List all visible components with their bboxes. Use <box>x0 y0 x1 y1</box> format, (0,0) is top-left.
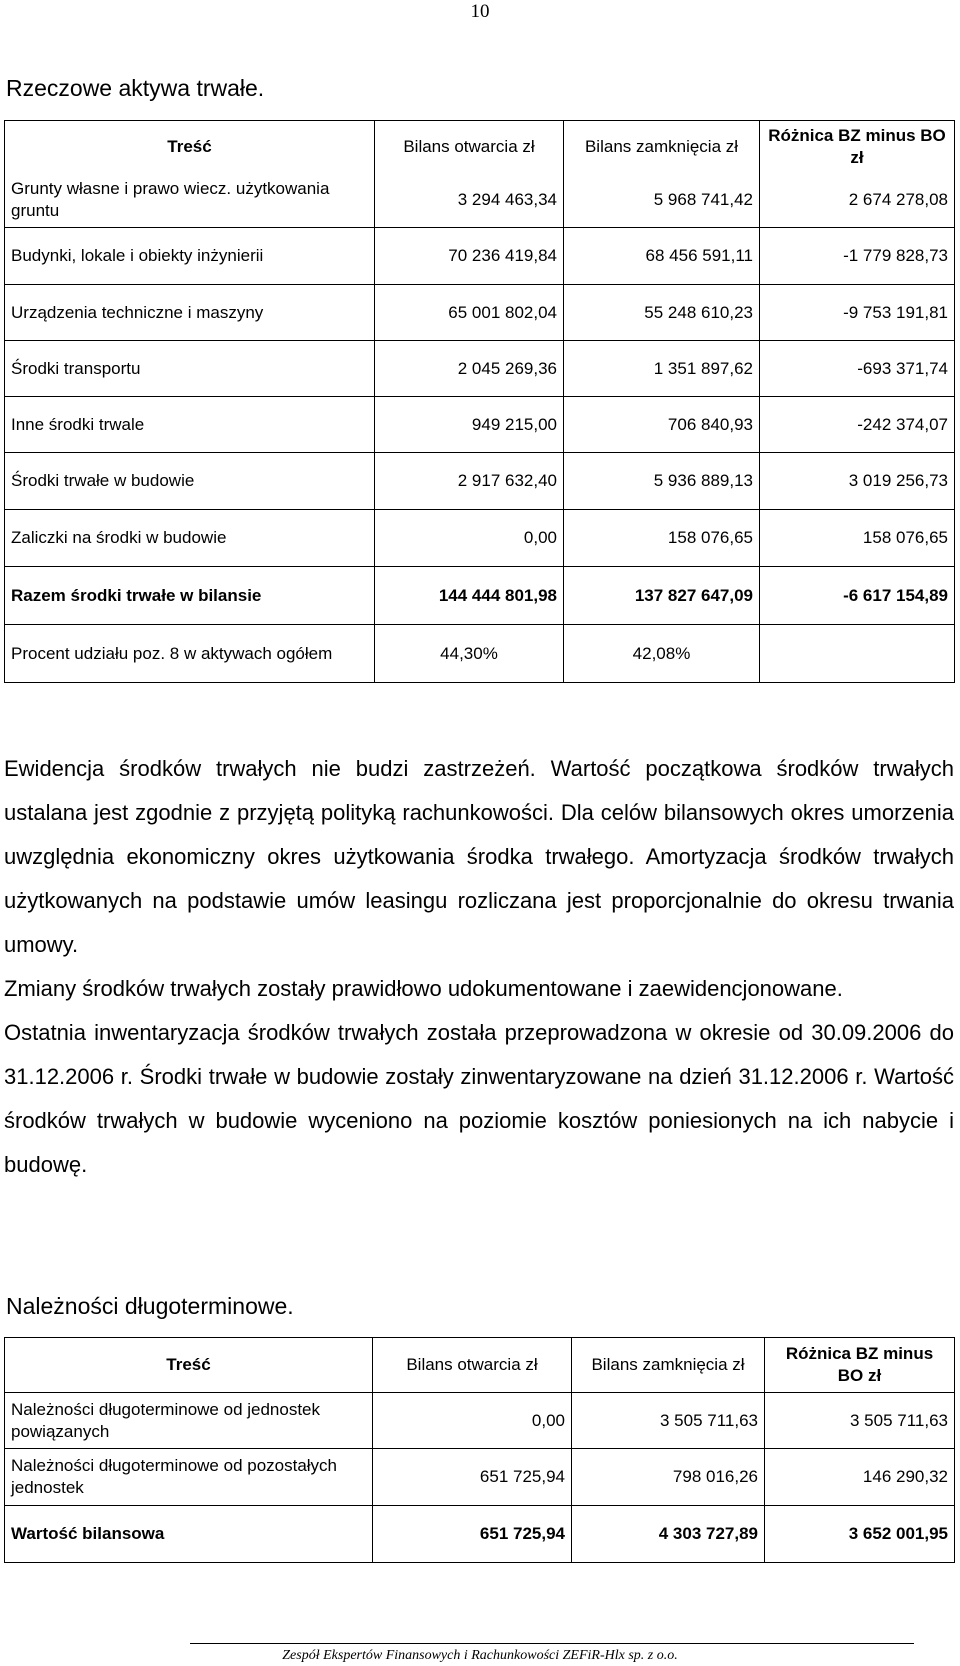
table-header-row <box>5 1338 955 1393</box>
table-total-row <box>5 1506 955 1563</box>
header-bilans-otwarcia: Bilans otwarcia zł <box>373 1338 572 1393</box>
row-bo: 2 917 632,40 <box>375 453 564 510</box>
row-label: Grunty własne i prawo wiecz. użytkowania gruntu <box>5 173 375 228</box>
fixed-assets-table <box>4 120 955 683</box>
table-total-row <box>5 567 955 625</box>
row-label: Budynki, lokale i obiekty inżynierii <box>5 228 375 285</box>
header-bilans-otwarcia: Bilans otwarcia zł <box>375 121 564 173</box>
row-bz: 68 456 591,11 <box>564 228 760 285</box>
row-bz: 706 840,93 <box>564 397 760 453</box>
percent-diff <box>760 625 955 683</box>
row-bz: 5 968 741,42 <box>564 173 760 228</box>
paragraph: Zmiany środków trwałych zostały prawidłowo udokumentowane i zaewidencjonowane. <box>4 976 843 1001</box>
table-row <box>5 341 955 397</box>
table-row <box>5 397 955 453</box>
row-label: Należności długoterminowe od jednostek powiązanych <box>5 1393 373 1449</box>
row-bz: 798 016,26 <box>572 1449 765 1506</box>
page-number: 10 <box>470 1 490 22</box>
row-bz: 55 248 610,23 <box>564 285 760 341</box>
row-label: Urządzenia techniczne i maszyny <box>5 285 375 341</box>
percent-label: Procent udziału poz. 8 w aktywach ogółem <box>5 625 375 683</box>
body-text <box>4 747 954 1187</box>
receivables-table <box>4 1337 955 1563</box>
row-diff: 146 290,32 <box>765 1449 955 1506</box>
table-row <box>5 285 955 341</box>
total-label: Razem środki trwałe w bilansie <box>5 567 375 625</box>
row-diff: 3 505 711,63 <box>765 1393 955 1449</box>
row-bo: 65 001 802,04 <box>375 285 564 341</box>
percent-bz: 42,08% <box>564 625 760 683</box>
row-diff: -1 779 828,73 <box>760 228 955 285</box>
section-title-receivables: Należności długoterminowe. <box>6 1293 294 1319</box>
row-label: Należności długoterminowe od pozostałych jednostek <box>5 1449 373 1506</box>
header-tresc: Treść <box>5 121 375 173</box>
row-diff: 3 019 256,73 <box>760 453 955 510</box>
row-bo: 651 725,94 <box>373 1449 572 1506</box>
paragraph: Ewidencja środków trwałych nie budzi zastrzeżeń. Wartość początkowa środków trwałych ustalana jest zgodnie z przyjętą polityką rachunkowości. Dla celów bilansowych okres umorzenia uwzględnia ekonomiczny okres użytkowania środka trwałego. Amortyzacja środków trwałych użytkowanych na podstawie umów leasingu rozliczana jest proporcjonalnie do okresu trwania umowy. <box>4 756 954 957</box>
table-row <box>5 1449 955 1506</box>
total-label: Wartość bilansowa <box>5 1506 373 1563</box>
total-diff: -6 617 154,89 <box>760 567 955 625</box>
row-diff: -693 371,74 <box>760 341 955 397</box>
row-bo: 2 045 269,36 <box>375 341 564 397</box>
row-diff: 158 076,65 <box>760 510 955 567</box>
table-percent-row <box>5 625 955 683</box>
row-bo: 949 215,00 <box>375 397 564 453</box>
row-label: Inne środki trwale <box>5 397 375 453</box>
table-row <box>5 1393 955 1449</box>
row-bo: 0,00 <box>373 1393 572 1449</box>
row-bo: 0,00 <box>375 510 564 567</box>
total-bz: 4 303 727,89 <box>572 1506 765 1563</box>
row-bz: 1 351 897,62 <box>564 341 760 397</box>
row-diff: 2 674 278,08 <box>760 173 955 228</box>
header-roznica: Różnica BZ minus BO zł <box>760 121 955 173</box>
row-label: Środki transportu <box>5 341 375 397</box>
total-bo: 651 725,94 <box>373 1506 572 1563</box>
row-bz: 3 505 711,63 <box>572 1393 765 1449</box>
total-bo: 144 444 801,98 <box>375 567 564 625</box>
row-bo: 70 236 419,84 <box>375 228 564 285</box>
section-title-fixed-assets: Rzeczowe aktywa trwałe. <box>6 75 265 101</box>
row-bz: 158 076,65 <box>564 510 760 567</box>
row-diff: -242 374,07 <box>760 397 955 453</box>
total-diff: 3 652 001,95 <box>765 1506 955 1563</box>
table-row <box>5 173 955 228</box>
header-roznica: Różnica BZ minus BO zł <box>765 1338 955 1393</box>
page-footer: Zespół Ekspertów Finansowych i Rachunkowości ZEFiR-Hlx sp. z o.o. <box>282 1648 678 1663</box>
footer-divider <box>190 1643 914 1644</box>
row-label: Środki trwałe w budowie <box>5 453 375 510</box>
header-tresc: Treść <box>5 1338 373 1393</box>
total-bz: 137 827 647,09 <box>564 567 760 625</box>
percent-bo: 44,30% <box>375 625 564 683</box>
row-diff: -9 753 191,81 <box>760 285 955 341</box>
header-bilans-zamkniecia: Bilans zamknięcia zł <box>572 1338 765 1393</box>
row-label: Zaliczki na środki w budowie <box>5 510 375 567</box>
row-bo: 3 294 463,34 <box>375 173 564 228</box>
table-row <box>5 228 955 285</box>
table-row <box>5 510 955 567</box>
paragraph: Ostatnia inwentaryzacja środków trwałych została przeprowadzona w okresie od 30.09.2006 do 31.12.2006 r. Środki trwałe w budowie zostały zinwentaryzowane na dzień 31.12.2006 r. Wartość środków trwałych w budowie wyceniono na poziomie kosztów poniesionych na ich nabycie i budowę. <box>4 1020 954 1177</box>
table-header-row <box>5 121 955 173</box>
row-bz: 5 936 889,13 <box>564 453 760 510</box>
header-bilans-zamkniecia: Bilans zamknięcia zł <box>564 121 760 173</box>
table-row <box>5 453 955 510</box>
